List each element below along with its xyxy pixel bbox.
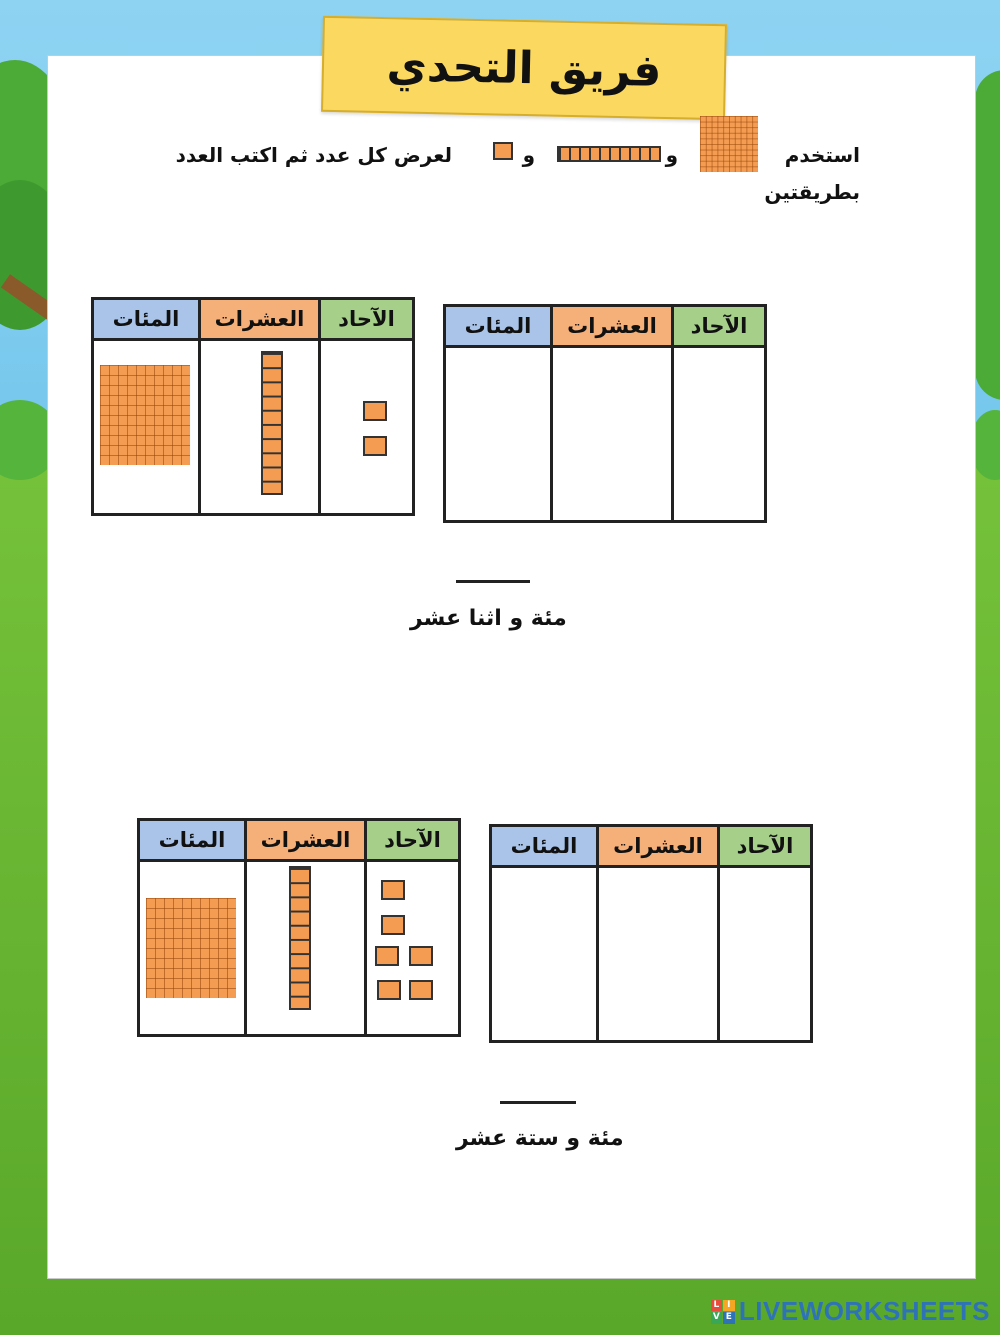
header-hundreds: المئات <box>93 299 200 340</box>
header-tens: العشرات <box>598 826 719 867</box>
ones-drop-cell[interactable] <box>719 867 812 1042</box>
model-table-2 <box>137 818 461 1037</box>
liveworksheets-logo-icon: L I V E <box>711 1300 735 1324</box>
model-table-1 <box>91 297 415 516</box>
header-ones: الآحاد <box>719 826 812 867</box>
ones-cube <box>381 880 405 900</box>
number-words-1: مئة و اثنا عشر <box>410 606 567 631</box>
instruction-use: استخدم <box>784 143 860 167</box>
ones-cell <box>320 340 414 515</box>
hundreds-drop-cell[interactable] <box>491 867 598 1042</box>
tens-rod-icon <box>557 146 661 162</box>
header-tens: العشرات <box>246 820 366 861</box>
header-hundreds: المئات <box>139 820 246 861</box>
tens-drop-cell[interactable] <box>552 347 673 522</box>
worksheet-sheet <box>47 55 976 1279</box>
header-ones: الآحاد <box>366 820 460 861</box>
ones-cube <box>409 946 433 966</box>
ones-cube <box>409 980 433 1000</box>
header-ones: الآحاد <box>320 299 414 340</box>
answer-table-2 <box>489 824 813 1043</box>
instruction-and-2: و <box>522 143 535 167</box>
instruction-rest: لعرض كل عدد ثم اكتب العدد <box>175 143 452 167</box>
ones-cube <box>381 915 405 935</box>
title-banner <box>321 16 727 120</box>
hundreds-cell <box>139 861 246 1036</box>
tens-cell <box>246 861 366 1036</box>
hundreds-block <box>100 365 190 465</box>
tens-drop-cell[interactable] <box>598 867 719 1042</box>
instruction-and-1: و <box>665 143 678 167</box>
header-tens: العشرات <box>552 306 673 347</box>
brand-text: LIVEWORKSHEETS <box>738 1296 990 1326</box>
header-hundreds: المئات <box>491 826 598 867</box>
tens-cell <box>200 340 320 515</box>
ones-cube <box>363 436 387 456</box>
hundreds-drop-cell[interactable] <box>445 347 552 522</box>
ones-cube-icon <box>493 142 513 160</box>
hundreds-cell <box>93 340 200 515</box>
instruction-two-ways: بطريقتين <box>764 180 860 204</box>
ones-drop-cell[interactable] <box>673 347 766 522</box>
ones-cube <box>363 401 387 421</box>
number-words-2: مئة و ستة عشر <box>456 1126 624 1151</box>
ones-cube <box>375 946 399 966</box>
liveworksheets-brand <box>711 1296 990 1327</box>
tree-right <box>975 70 1000 470</box>
hundreds-block-icon <box>700 116 758 172</box>
hundreds-block <box>146 898 236 998</box>
ones-cube <box>377 980 401 1000</box>
header-ones: الآحاد <box>673 306 766 347</box>
answer-table-1 <box>443 304 767 523</box>
page-title: فريق التحدي <box>386 39 662 97</box>
answer-blank-1[interactable] <box>456 580 530 583</box>
answer-blank-2[interactable] <box>500 1101 576 1104</box>
tens-rod <box>289 866 311 1010</box>
header-tens: العشرات <box>200 299 320 340</box>
ones-cell <box>366 861 460 1036</box>
tens-rod <box>261 351 283 495</box>
header-hundreds: المئات <box>445 306 552 347</box>
